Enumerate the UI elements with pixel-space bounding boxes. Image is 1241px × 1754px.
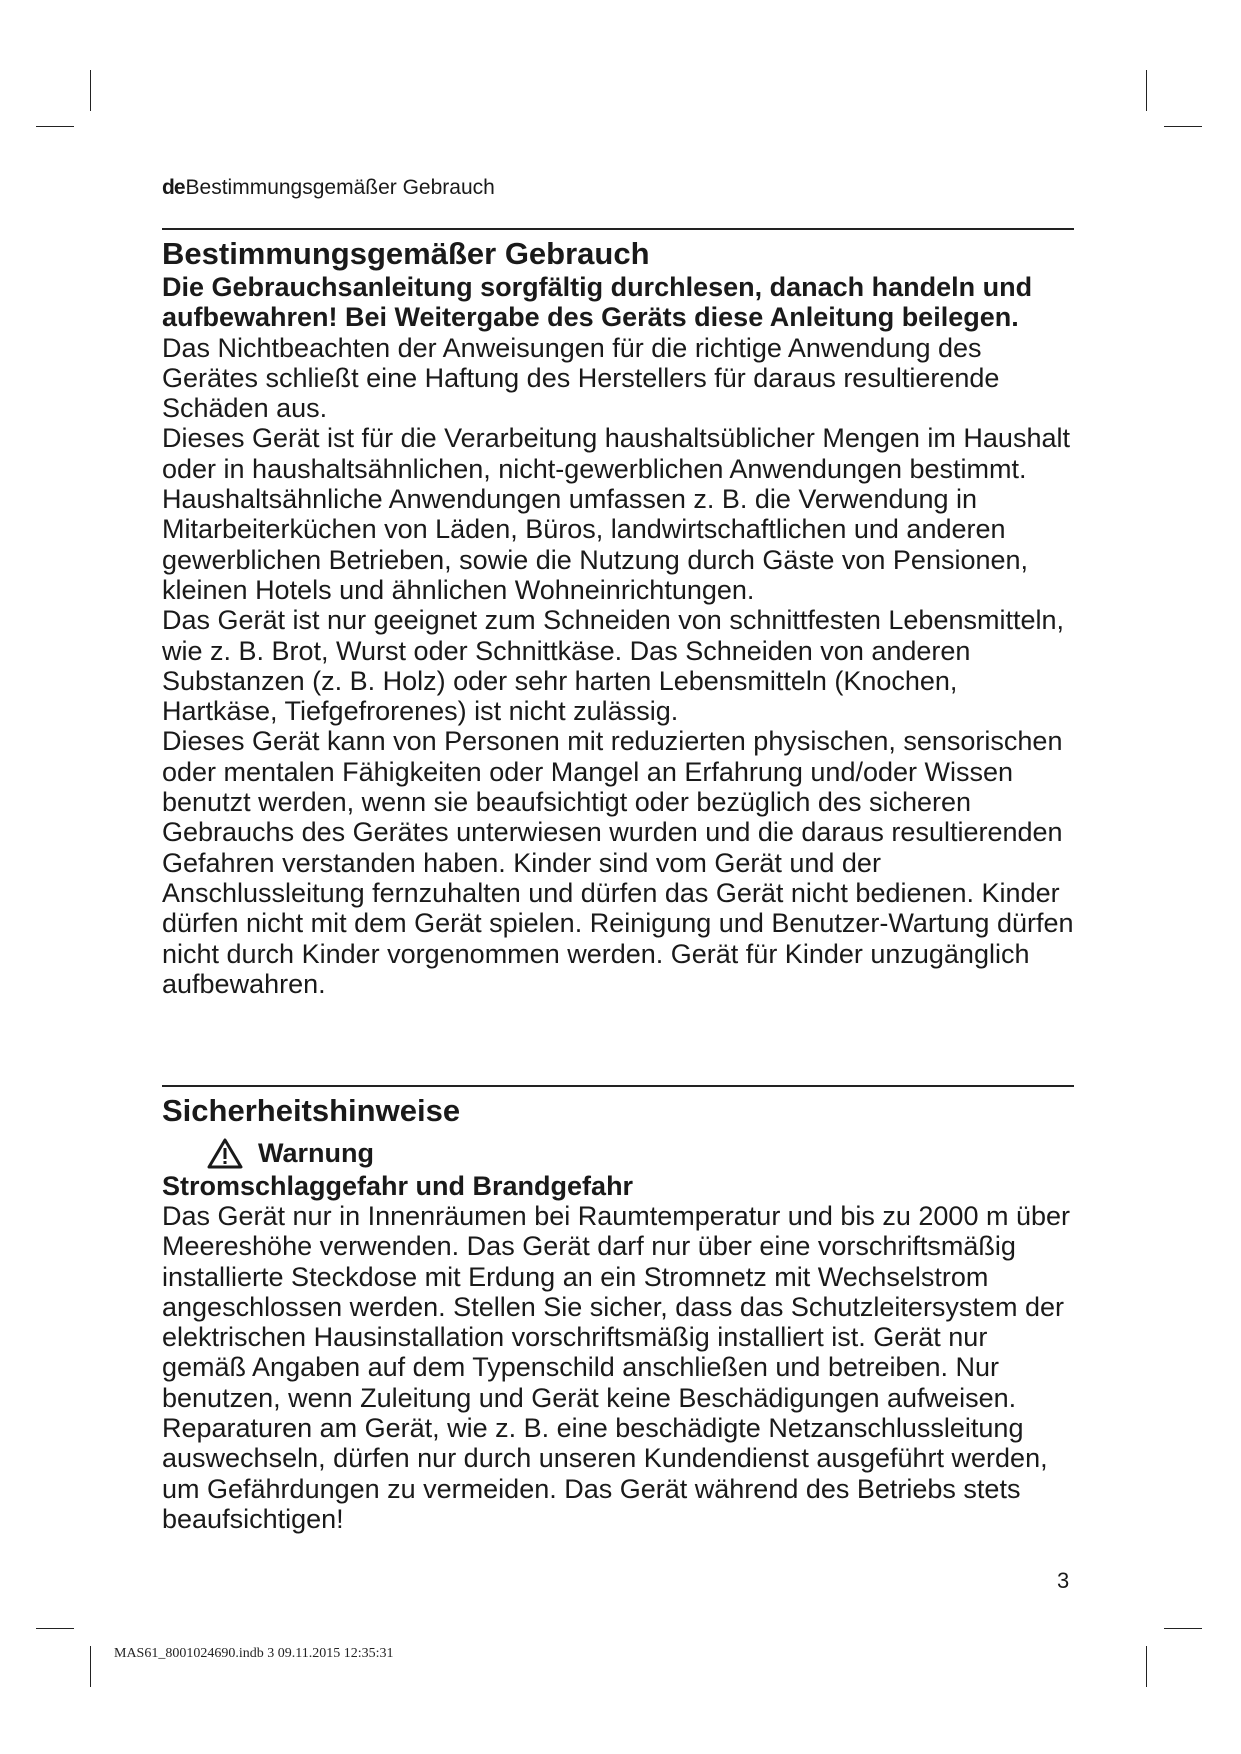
section-title-safety: Sicherheitshinweise (162, 1093, 461, 1128)
page-number: 3 (1057, 1568, 1070, 1593)
hazard-subheading: Stromschlaggefahr und Brandgefahr (162, 1171, 634, 1201)
section-safety (162, 1093, 1074, 1534)
running-title: Bestimmungsgemäßer Gebrauch (185, 176, 495, 199)
crop-mark-bottom-left-horizontal (36, 1628, 74, 1629)
paragraph-persons-children: Dieses Gerät kann von Personen mit reduzierten physischen, sensorischen oder mentalen Fähigkeiten oder Mangel an Erfahrung und/oder Wissen benutzt werden, wenn sie beaufsichtigt oder bezüglich des sicheren Gebrauchs des Gerätes unterwiesen wurden und die daraus resultierenden Gefahren verstanden haben. Kinder sind vom Gerät und der Anschlussleitung fernzuhalten und dürfen das Gerät nicht bedienen. Kinder dürfen nicht mit dem Gerät spielen. Reinigung und Benutzer-Wartung dürfen nicht durch Kinder vorgenommen werden. Gerät für Kinder unzugänglich aufbewahren. (162, 726, 1074, 999)
section-title-intended-use: Bestimmungsgemäßer Gebrauch (162, 236, 650, 271)
crop-mark-bottom-left-vertical (90, 1646, 91, 1687)
top-rule (162, 228, 1074, 230)
paragraph-cutting-food: Das Gerät ist nur geeignet zum Schneiden von schnittfesten Lebensmitteln, wie z. B. Brot, Wurst oder Schnittkäse. Das Schneiden von anderen Substanzen (z. B. Holz) oder sehr harten Lebensmitteln (Knochen, Hartkäse, Tiefgefrorenes) ist nicht zulässig. (162, 605, 1065, 727)
print-slug: MAS61_8001024690.indb 3 09.11.2015 12:35:31 (114, 1646, 394, 1661)
paragraph-household-use: Dieses Gerät ist für die Verarbeitung haushaltsüblicher Mengen im Haushalt oder in haushaltsähnlichen, nicht-gewerblichen Anwendungen bestimmt. Haushaltsähnliche Anwendungen umfassen z. B. die Verwendung in Mitarbeiterküchen von Läden, Büros, landwirtschaftlichen und anderen gewerblichen Betrieben, sowie die Nutzung durch Gäste von Pensionen, kleinen Hotels und ähnlichen Wohneinrichtungen. (162, 423, 1070, 605)
section-intended-use (162, 236, 1074, 999)
paragraph-liability: Das Nichtbeachten der Anweisungen für die richtige Anwendung des Gerätes schließt eine Haftung des Herstellers für daraus resultierende Schäden aus. (162, 332, 1000, 424)
running-header (162, 176, 495, 200)
crop-mark-bottom-right-vertical (1146, 1646, 1147, 1687)
language-code: de (162, 176, 185, 199)
safety-body-paragraph: Das Gerät nur in Innenräumen bei Raumtemperatur und bis zu 2000 m über Meereshöhe verwenden. Das Gerät darf nur über eine vorschriftsmäßig installierte Steckdose mit Erdung an ein Stromnetz mit Wechselstrom angeschlossen werden. Stellen Sie sicher, dass das Schutzleitersystem der elektrischen Hausinstallation vorschriftsmäßig installiert ist. Gerät nur gemäß Angaben auf dem Typenschild anschließen und betreiben. Nur benutzen, wenn Zuleitung und Gerät keine Beschädigungen aufweisen. Reparaturen am Gerät, wie z. B. eine beschädigte Netzanschlussleitung auswechseln, dürfen nur durch unseren Kundendienst ausgeführt werden, um Gefährdungen zu vermeiden. Das Gerät während des Betriebs stets beaufsichtigen! (162, 1201, 1070, 1534)
warning-label: Warnung (258, 1137, 374, 1168)
crop-mark-top-right-vertical (1146, 70, 1147, 111)
section-divider-rule (162, 1085, 1074, 1087)
crop-mark-top-right-horizontal (1164, 126, 1202, 127)
intro-bold-paragraph: Die Gebrauchsanleitung sorgfältig durchlesen, danach handeln und aufbewahren! Bei Weitergabe des Geräts diese Anleitung beilegen. (162, 272, 1033, 333)
crop-mark-top-left-horizontal (36, 126, 74, 127)
warning-triangle-icon (206, 1137, 244, 1169)
warning-row (206, 1135, 1074, 1171)
crop-mark-bottom-right-horizontal (1164, 1628, 1202, 1629)
crop-mark-top-left-vertical (90, 70, 91, 111)
